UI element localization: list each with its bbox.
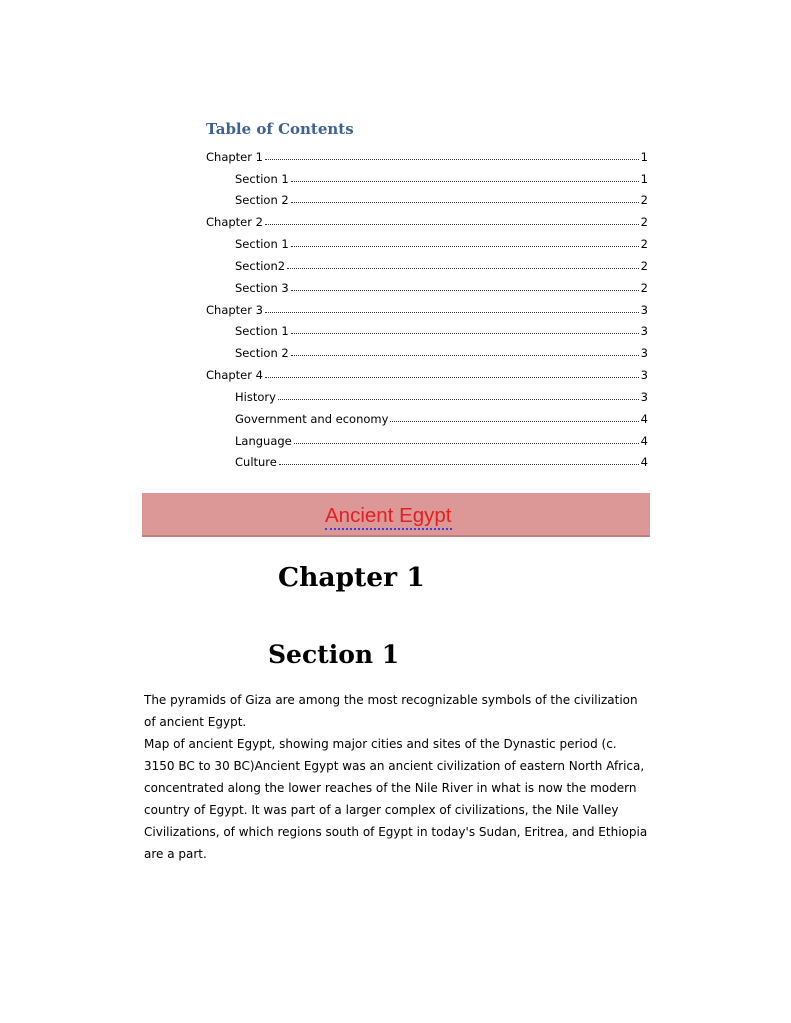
toc-leader-dots [265, 224, 639, 225]
toc-entry-chapter-1[interactable] [206, 144, 648, 164]
toc-entry-section[interactable] [235, 275, 648, 295]
toc-entry-chapter-3[interactable] [206, 297, 648, 317]
toc-entry-history[interactable] [235, 384, 648, 404]
toc-entry-label: Section2 [235, 259, 286, 273]
toc-entry-section[interactable] [235, 187, 648, 207]
toc-leader-dots [265, 377, 639, 378]
toc-leader-dots [279, 464, 639, 465]
toc-entry-section[interactable] [235, 231, 648, 251]
toc-leader-dots [287, 268, 639, 269]
toc-leader-dots [291, 333, 639, 334]
toc-entry-label: History [235, 390, 276, 404]
toc-entry-label: Section 1 [235, 172, 289, 186]
toc-leader-dots [265, 312, 639, 313]
toc-entry-page: 3 [640, 303, 648, 317]
toc-entry-language[interactable] [235, 428, 648, 448]
toc-entry-page: 3 [640, 390, 648, 404]
toc-entry-section[interactable] [235, 253, 648, 273]
toc-leader-dots [291, 202, 639, 203]
toc-entry-label: Language [235, 434, 292, 448]
toc-entry-page: 2 [640, 193, 648, 207]
toc-entry-page: 3 [640, 346, 648, 360]
toc-entry-label: Section 1 [235, 324, 289, 338]
paragraph: The pyramids of Giza are among the most recognizable symbols of the civilization of ancient Egypt. [144, 693, 638, 729]
toc-entry-government-and-economy[interactable] [235, 406, 648, 426]
toc-entry-label: Chapter 3 [206, 303, 263, 317]
toc-entry-page: 2 [640, 281, 648, 295]
toc-title: Table of Contents [206, 120, 354, 138]
toc-entry-section[interactable] [235, 318, 648, 338]
toc-entry-page: 2 [640, 215, 648, 229]
toc-entry-label: Section 3 [235, 281, 289, 295]
toc-entry-label: Chapter 2 [206, 215, 263, 229]
toc-entry-label: Government and economy [235, 412, 389, 426]
toc-entry-page: 4 [640, 434, 648, 448]
toc-leader-dots [265, 159, 639, 160]
toc-entry-culture[interactable] [235, 449, 648, 469]
toc-entry-page: 4 [640, 412, 648, 426]
body-text [144, 689, 649, 865]
toc-entry-chapter-4[interactable] [206, 362, 648, 382]
toc-leader-dots [291, 246, 639, 247]
toc-leader-dots [291, 355, 639, 356]
toc-leader-dots [291, 181, 639, 182]
toc-entry-label: Section 1 [235, 237, 289, 251]
toc-entry-label: Chapter 4 [206, 368, 263, 382]
toc-leader-dots [291, 290, 639, 291]
section-heading: Section 1 [268, 640, 400, 669]
toc-entry-page: 4 [640, 455, 648, 469]
toc-entry-chapter-2[interactable] [206, 209, 648, 229]
toc-entry-label: Section 2 [235, 193, 289, 207]
toc-entry-label: Culture [235, 455, 277, 469]
toc-leader-dots [294, 443, 639, 444]
toc-entry-page: 3 [640, 324, 648, 338]
toc-entry-label: Section 2 [235, 346, 289, 360]
chapter-heading: Chapter 1 [278, 562, 425, 593]
toc-entry-page: 1 [640, 150, 648, 164]
toc-entry-page: 2 [640, 259, 648, 273]
toc-entry-page: 3 [640, 368, 648, 382]
toc-entry-section[interactable] [235, 340, 648, 360]
toc-entry-label: Chapter 1 [206, 150, 263, 164]
paragraph: Map of ancient Egypt, showing major cities and sites of the Dynastic period (c. 3150 BC to 30 BC)Ancient Egypt was an ancient civilization of eastern North Africa, concentrated along the lower reaches of the Nile River in what is now the modern country of Egypt. It was part of a larger complex of civilizations, the Nile Valley Civilizations, of which regions south of Egypt in today's Sudan, Eritrea, and Ethiopia are a part. [144, 737, 648, 861]
toc-entry-page: 1 [640, 172, 648, 186]
toc-entry-page: 2 [640, 237, 648, 251]
toc-leader-dots [278, 399, 639, 400]
toc-entry-section[interactable] [235, 166, 648, 186]
document-title: Ancient Egypt [325, 503, 452, 530]
toc-leader-dots [390, 421, 638, 422]
